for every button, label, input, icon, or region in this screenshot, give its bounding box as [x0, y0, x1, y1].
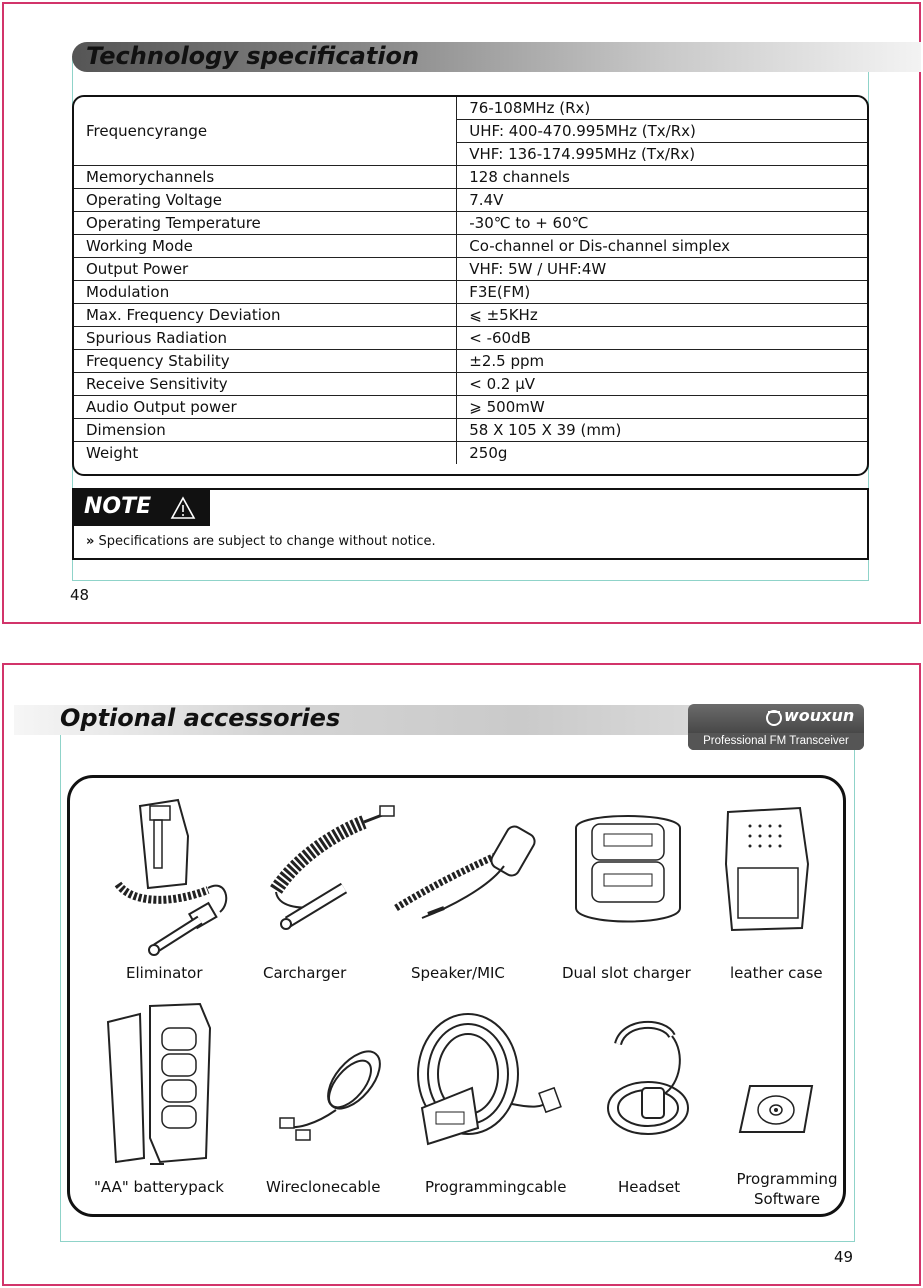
spec-label: Operating Temperature — [74, 212, 457, 235]
caption-programming-software: Programming Software — [736, 1170, 838, 1208]
spec-value: ±2.5 ppm — [457, 350, 867, 373]
spec-value: < 0.2 μV — [457, 373, 867, 396]
programming-cable-illustration — [412, 1008, 572, 1148]
spec-row — [74, 281, 867, 304]
spec-row — [74, 235, 867, 258]
page-number: 49 — [834, 1248, 854, 1266]
spec-value: 7.4V — [457, 189, 867, 212]
accessories-page — [2, 663, 921, 1286]
warning-icon — [170, 496, 196, 520]
double-chevron-icon: » — [86, 534, 95, 549]
note-line — [86, 534, 436, 549]
spec-label: Max. Frequency Deviation — [74, 304, 457, 327]
battery-pack-illustration — [100, 998, 220, 1168]
spec-label: Frequencyrange — [74, 97, 457, 166]
dual-slot-charger-illustration — [568, 804, 688, 934]
logo-tagline: Professional FM Transceiver — [688, 733, 864, 750]
spec-value: UHF: 400-470.995MHz (Tx/Rx) — [457, 120, 867, 143]
note-badge — [74, 490, 210, 526]
page-number: 48 — [70, 586, 90, 604]
spec-page — [2, 2, 921, 624]
note-label: NOTE — [84, 494, 152, 519]
spec-label: Receive Sensitivity — [74, 373, 457, 396]
note-text: Specifications are subject to change without notice. — [98, 534, 436, 549]
spec-row — [74, 327, 867, 350]
spec-value: -30℃ to + 60℃ — [457, 212, 867, 235]
caption-aa-batterypack: "AA" batterypack — [94, 1178, 224, 1196]
spec-label: Audio Output power — [74, 396, 457, 419]
spec-table — [72, 95, 869, 476]
spec-label: Memorychannels — [74, 166, 457, 189]
spec-label: Dimension — [74, 419, 457, 442]
spec-label: Output Power — [74, 258, 457, 281]
headset-illustration — [598, 1014, 708, 1144]
spec-row — [74, 258, 867, 281]
spec-row — [74, 166, 867, 189]
spec-value: F3E(FM) — [457, 281, 867, 304]
spec-label: Frequency Stability — [74, 350, 457, 373]
spec-row — [74, 97, 867, 120]
caption-dual-slot-charger: Dual slot charger — [562, 964, 691, 982]
spec-value: 76-108MHz (Rx) — [457, 97, 867, 120]
spec-value: 128 channels — [457, 166, 867, 189]
spec-label: Working Mode — [74, 235, 457, 258]
caption-headset: Headset — [618, 1178, 681, 1196]
caption-carcharger: Carcharger — [263, 964, 347, 982]
spec-value: VHF: 5W / UHF:4W — [457, 258, 867, 281]
caption-wire-clone-cable: Wireclonecable — [266, 1178, 381, 1196]
spec-value: ⩽ ±5KHz — [457, 304, 867, 327]
caption-eliminator: Eliminator — [126, 964, 203, 982]
spec-label: Modulation — [74, 281, 457, 304]
page-title: Technology specification — [86, 42, 420, 70]
speaker-mic-illustration — [388, 818, 548, 928]
spec-value: 250g — [457, 442, 867, 465]
spec-label: Weight — [74, 442, 457, 465]
carcharger-illustration — [258, 802, 398, 932]
spec-row — [74, 212, 867, 235]
spec-value: < -60dB — [457, 327, 867, 350]
spec-row — [74, 350, 867, 373]
eliminator-illustration — [92, 792, 242, 957]
spec-row — [74, 189, 867, 212]
spec-label: Spurious Radiation — [74, 327, 457, 350]
page-title: Optional accessories — [60, 704, 341, 732]
software-cd-illustration — [736, 1080, 818, 1140]
spec-row — [74, 442, 867, 465]
caption-programming-cable: Programmingcable — [425, 1178, 567, 1196]
spec-value: Co-channel or Dis-channel simplex — [457, 235, 867, 258]
leather-case-illustration — [720, 804, 816, 934]
spec-row — [74, 304, 867, 327]
caption-speaker-mic: Speaker/MIC — [411, 964, 505, 982]
caption-leather-case: leather case — [730, 964, 823, 982]
logo-brand: wouxun — [784, 706, 855, 725]
spec-row — [74, 373, 867, 396]
spec-value: ⩾ 500mW — [457, 396, 867, 419]
spec-value: VHF: 136-174.995MHz (Tx/Rx) — [457, 143, 867, 166]
logo-mark-icon — [764, 709, 784, 727]
accessories-frame — [67, 775, 846, 1217]
spec-row — [74, 419, 867, 442]
spec-label: Operating Voltage — [74, 189, 457, 212]
spec-value: 58 X 105 X 39 (mm) — [457, 419, 867, 442]
wire-clone-cable-illustration — [276, 1040, 386, 1150]
spec-row — [74, 396, 867, 419]
brand-logo — [688, 704, 864, 750]
note-box — [72, 488, 869, 560]
